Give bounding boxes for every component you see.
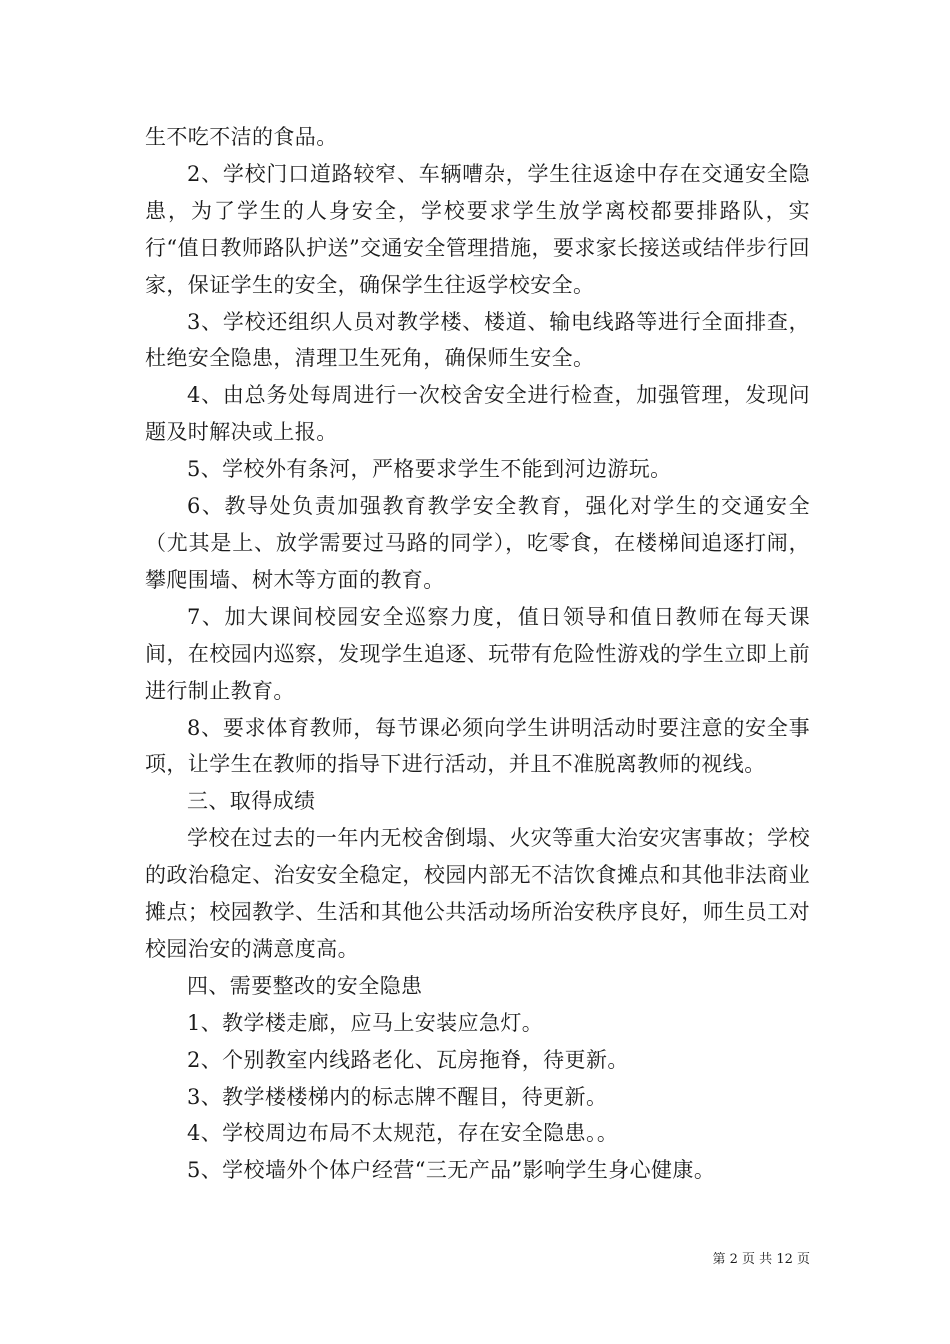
section-heading-rectification: 四、需要整改的安全隐患 — [187, 973, 423, 998]
section-heading-achievements: 三、取得成绩 — [187, 789, 316, 814]
paragraph-item-6: 6、教导处负责加强教育教学安全教育，强化对学生的交通安全（尤其是上、放学需要过马路的同学），吃零食，在楼梯间追逐打闹，攀爬围墙、树木等方面的教育。 — [145, 494, 810, 592]
rectification-item-3: 3、教学楼楼梯内的标志牌不醒目，待更新。 — [187, 1084, 608, 1109]
paragraph-item-8: 8、要求体育教师，每节课必须向学生讲明活动时要注意的安全事项，让学生在教师的指导下进行活动，并且不准脱离教师的视线。 — [145, 715, 810, 777]
rectification-item-1: 1、教学楼走廊，应马上安装应急灯。 — [187, 1010, 544, 1035]
paragraph-item-5: 5、学校外有条河，严格要求学生不能到河边游玩。 — [187, 457, 672, 482]
rectification-item-2: 2、个别教室内线路老化、瓦房拖脊，待更新。 — [187, 1047, 629, 1072]
rectification-item-5: 5、学校墙外个体户经营“三无产品”影响学生身心健康。 — [187, 1158, 716, 1183]
paragraph-item-7: 7、加大课间校园安全巡察力度，值日领导和值日教师在每天课间，在校园内巡察，发现学生追逐、玩带有危险性游戏的学生立即上前进行制止教育。 — [145, 604, 810, 703]
paragraph-item-4: 4、由总务处每周进行一次校舍安全进行检查，加强管理，发现问题及时解决或上报。 — [145, 383, 810, 445]
paragraph-item-2: 2、学校门口道路较窄、车辆嘈杂，学生往返途中存在交通安全隐患，为了学生的人身安全，学校要求学生放学离校都要排路队，实行“值日教师路队护送”交通安全管理措施，要求家长接送或结伴步行回家，保证学生的安全，确保学生往返学校安全。 — [145, 161, 810, 297]
rectification-item-4: 4、学校周边布局不太规范，存在安全隐患。。 — [187, 1121, 619, 1146]
paragraph-achievements: 学校在过去的一年内无校舍倒塌、火灾等重大治安灾害事故；学校的政治稳定、治安安全稳定，校园内部无不洁饮食摊点和其他非法商业摊点；校园教学、生活和其他公共活动场所治安秩序良好，师生员工对校园治安的满意度高。 — [145, 826, 810, 961]
paragraph-item-3: 3、学校还组织人员对教学楼、楼道、输电线路等进行全面排查，杜绝安全隐患，清理卫生死角，确保师生安全。 — [145, 309, 810, 371]
document-body — [145, 119, 810, 1189]
page-number-footer: 第 2 页 共 12 页 — [712, 1252, 810, 1267]
paragraph-continuation: 生不吃不洁的食品。 — [145, 125, 338, 149]
